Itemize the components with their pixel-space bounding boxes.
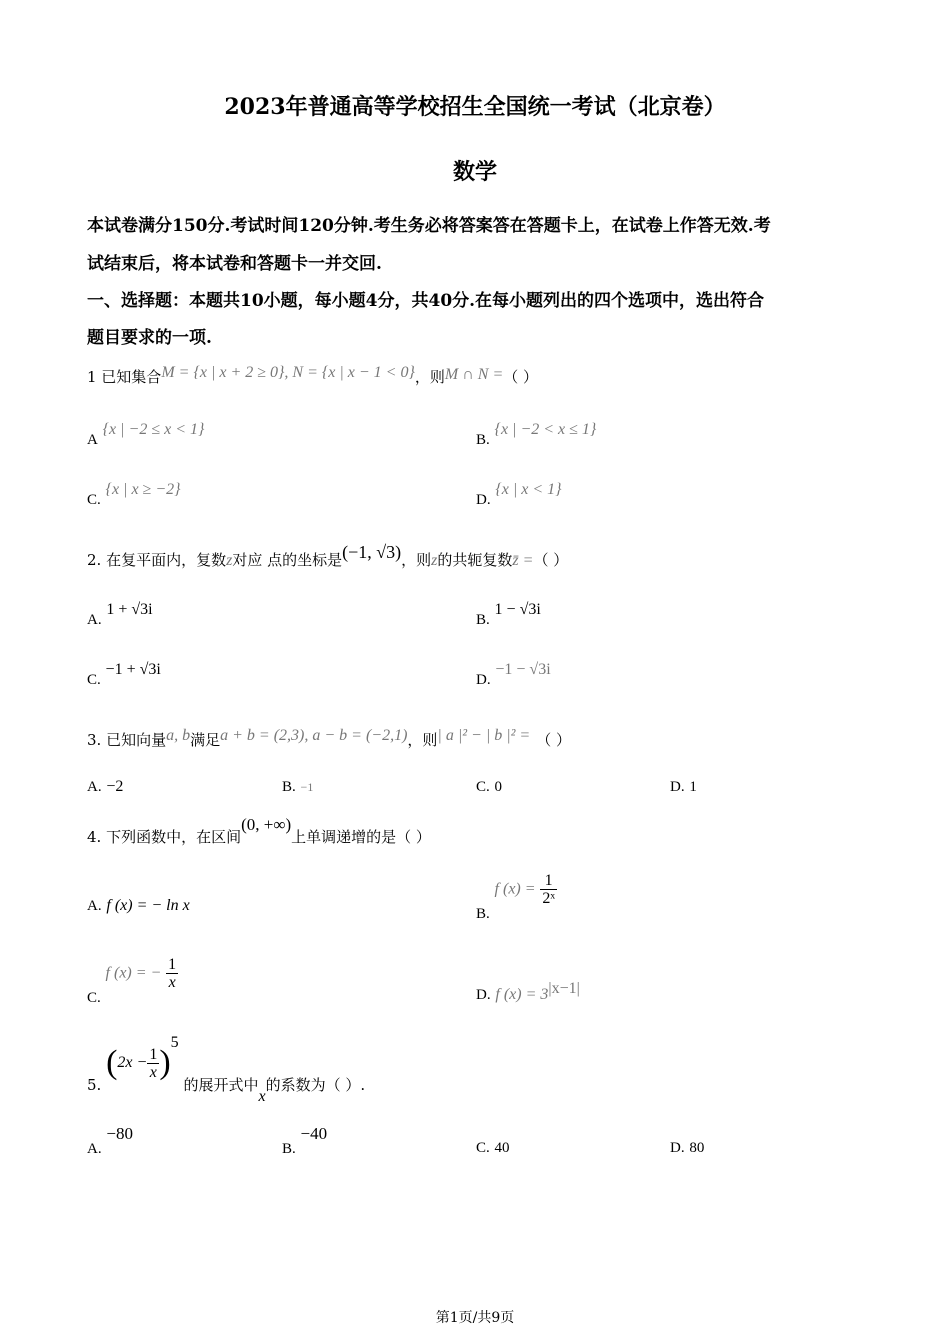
q5-suffix: 的系数为（ ）.	[265, 1076, 366, 1094]
q1-prefix: 1 已知集合	[87, 368, 162, 386]
q5-option-c-text: 40	[494, 1140, 510, 1156]
q1-sets: M = {x | x + 2 ≥ 0}, N = {x | x − 1 < 0}	[161, 364, 415, 381]
q1-option-a-label: A	[87, 432, 98, 448]
q3-option-d-label: D.	[670, 779, 685, 795]
q5-option-c-label: C.	[476, 1140, 490, 1156]
q3-option-c[interactable]	[476, 777, 502, 796]
q4-option-b[interactable]	[476, 872, 557, 922]
q1-option-b-text: {x | −2 < x ≤ 1}	[494, 421, 597, 438]
q4-option-a[interactable]	[87, 896, 190, 915]
q5-denominator: x	[149, 1063, 157, 1081]
question-3	[87, 729, 571, 750]
q2-option-b[interactable]	[476, 600, 541, 628]
q4-option-b-numerator: 1	[540, 872, 557, 890]
q2-prefix: 2. 在复平面内，复数	[87, 551, 227, 569]
intro-line-1: 本试卷满分150分.考试时间120分钟.考生务必将答案答在答题卡上，在试卷上作答无效.考	[87, 216, 771, 236]
q4-option-d-text: f (x) = 3	[495, 986, 549, 1003]
q4-option-c[interactable]	[87, 956, 178, 1006]
q1-option-c-text: {x | x ≥ −2}	[105, 481, 181, 498]
question-1	[87, 366, 538, 387]
q3-option-a[interactable]	[87, 777, 123, 796]
q2-option-d[interactable]	[476, 660, 551, 688]
q4-option-b-label: B.	[476, 905, 490, 922]
q2-mid-1: 对应 点的坐标是	[232, 551, 343, 569]
section-heading-line-1: 一、选择题：本题共10小题，每小题4分，共40分.在每小题列出的四个选项中，选出符合	[87, 291, 765, 311]
q3-prefix: 3. 已知向量	[87, 731, 167, 749]
q3-vars: a, b	[166, 727, 191, 744]
q5-exponent: 5	[170, 1034, 179, 1051]
q5-numerator: 1	[149, 1045, 158, 1063]
q3-option-b[interactable]	[282, 777, 313, 796]
q5-x: x	[258, 1088, 266, 1105]
q2-option-a-label: A.	[87, 612, 102, 628]
q2-option-a-text: 1 + √3i	[106, 601, 153, 618]
exam-title: 2023年普通高等学校招生全国统一考试（北京卷）	[224, 94, 726, 120]
q3-option-b-text: −1	[300, 780, 314, 794]
q1-option-c-label: C.	[87, 492, 101, 508]
q4-option-a-label: A.	[87, 898, 102, 914]
q2-option-c[interactable]	[87, 660, 161, 688]
q4-option-c-lhs: f (x) = −	[105, 964, 162, 982]
q2-option-a[interactable]	[87, 600, 153, 628]
q3-option-c-text: 0	[494, 779, 503, 795]
q2-z-ref: z	[431, 552, 438, 569]
q2-paren: （ ）	[533, 551, 569, 569]
q4-option-d-exponent: |x−1|	[548, 980, 580, 997]
q1-paren: （ ）	[503, 368, 539, 386]
q4-option-d-label: D.	[476, 987, 491, 1003]
q3-option-d[interactable]	[670, 777, 697, 796]
q2-mid-2: ，则	[401, 551, 432, 569]
q3-cond: a + b = (2,3), a − b = (−2,1)	[220, 727, 408, 744]
q3-expr: | a |² − | b |² =	[437, 727, 531, 744]
q5-option-b-text: −40	[300, 1124, 328, 1143]
q3-option-a-text: −2	[106, 778, 124, 795]
q1-mid: ，则	[414, 368, 445, 386]
q2-option-b-text: 1 − √3i	[494, 601, 541, 618]
q3-option-c-label: C.	[476, 779, 490, 795]
question-4	[87, 815, 431, 847]
question-5	[87, 1034, 366, 1105]
q4-option-c-label: C.	[87, 989, 101, 1006]
q5-option-d-label: D.	[670, 1140, 685, 1156]
q4-option-d[interactable]	[476, 980, 580, 1004]
q5-option-c[interactable]	[476, 1138, 510, 1157]
q4-option-b-lhs: f (x) =	[494, 880, 536, 898]
q1-option-a-text: {x | −2 ≤ x < 1}	[102, 421, 205, 438]
q2-z: z	[226, 552, 233, 569]
q3-mid-2: ，则	[407, 731, 438, 749]
q5-base-lhs: 2x −	[117, 1054, 148, 1071]
q3-option-b-label: B.	[282, 779, 296, 795]
q5-option-b-label: B.	[282, 1141, 296, 1157]
intro-line-2: 试结束后，将本试卷和答题卡一并交回.	[87, 254, 382, 274]
q1-option-b-label: B.	[476, 432, 490, 448]
q1-expr: M ∩ N =	[444, 366, 504, 383]
q1-option-d-text: {x | x < 1}	[495, 481, 562, 498]
q4-prefix: 4. 下列函数中，在区间	[87, 828, 242, 846]
q3-mid-1: 满足	[190, 731, 221, 749]
q4-suffix: 上单调递增的是（ ）	[291, 828, 431, 846]
q4-interval: (0, +∞)	[241, 815, 292, 834]
q2-option-b-label: B.	[476, 612, 490, 628]
q4-option-b-denominator: 2ˣ	[542, 890, 555, 907]
q5-left-paren: (	[106, 1044, 118, 1081]
q3-option-a-label: A.	[87, 779, 102, 795]
q1-option-a[interactable]	[87, 420, 205, 448]
q5-fraction	[147, 1046, 159, 1081]
page-footer: 第1页/共9页	[435, 1310, 515, 1326]
q2-option-c-label: C.	[87, 672, 101, 688]
q4-option-b-fraction	[540, 872, 557, 907]
q2-coord: (−1, √3)	[342, 542, 402, 562]
q5-prefix: 5.	[87, 1076, 102, 1094]
q5-option-a-label: A.	[87, 1141, 102, 1157]
q2-option-c-text: −1 + √3i	[105, 661, 161, 678]
q1-option-c[interactable]	[87, 480, 181, 508]
q5-option-d[interactable]	[670, 1138, 704, 1157]
q2-zbar: z̄ =	[512, 552, 534, 569]
q1-option-d-label: D.	[476, 492, 491, 508]
q2-option-d-label: D.	[476, 672, 491, 688]
q1-option-d[interactable]	[476, 480, 562, 508]
q3-option-d-text: 1	[689, 779, 697, 795]
q4-option-a-text: f (x) = − ln x	[106, 897, 190, 914]
section-heading-line-2: 题目要求的一项.	[87, 328, 212, 348]
q5-option-d-text: 80	[689, 1140, 705, 1156]
q4-option-c-denominator: x	[168, 974, 176, 991]
q3-paren: （ ）	[536, 731, 571, 749]
q5-option-a[interactable]	[87, 1124, 133, 1157]
q5-mid: 的展开式中	[183, 1076, 259, 1094]
q2-option-d-text: −1 − √3i	[495, 661, 551, 678]
q5-right-paren: )	[159, 1044, 171, 1081]
q4-option-c-numerator: 1	[168, 956, 177, 973]
q5-option-a-text: −80	[106, 1124, 133, 1143]
subject-title: 数学	[452, 159, 497, 185]
q4-option-c-fraction	[166, 956, 178, 991]
question-2	[87, 542, 569, 570]
q1-option-b[interactable]	[476, 420, 597, 448]
q2-mid-3: 的共轭复数	[437, 551, 513, 569]
q5-option-b[interactable]	[282, 1124, 328, 1157]
